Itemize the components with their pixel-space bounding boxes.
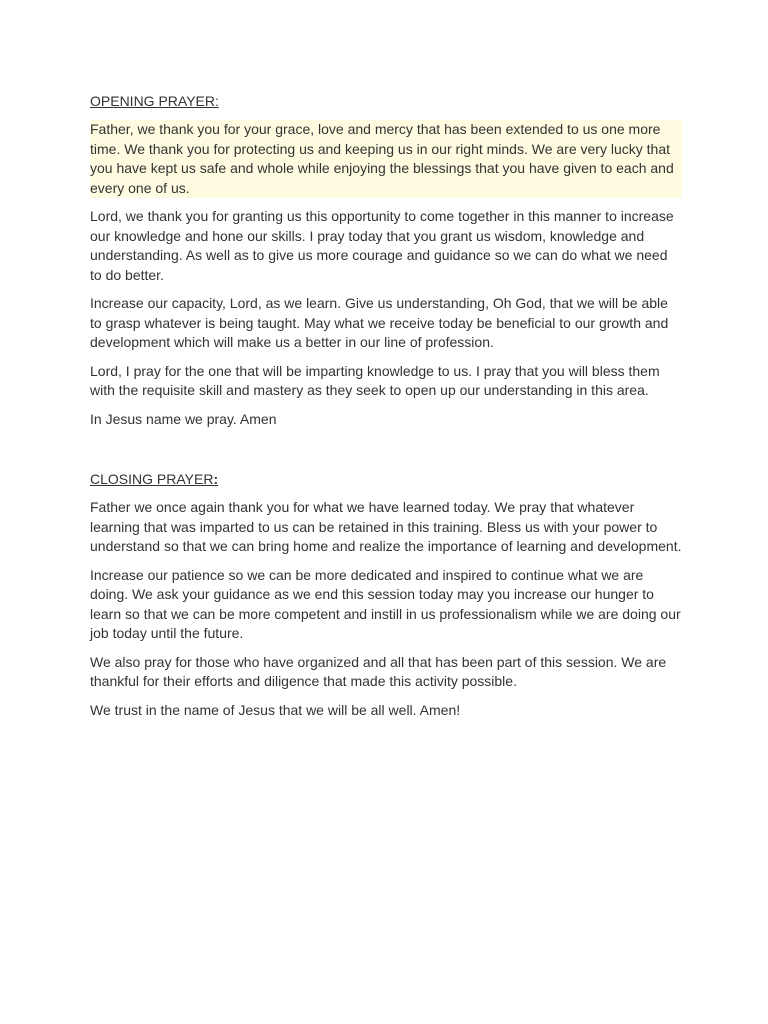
opening-paragraph-2: Lord, we thank you for granting us this opportunity to come together in this manner to increase our knowledge and hone our skills. I pray today that you grant us wisdom, knowledge and understanding. As well as to give us more courage and guidance so we can do what we need to do better. [90, 208, 674, 283]
closing-heading-colon: : [213, 471, 219, 487]
opening-paragraph-1: Father, we thank you for your grace, love and mercy that has been extended to us one more time. We thank you for protecting us and keeping us in our right minds. We are very lucky that you have kept us safe and whole while enjoying the blessings that you have given to each and every one of us. [90, 120, 682, 198]
closing-prayer-heading [90, 470, 682, 489]
closing-paragraph-1: Father we once again thank you for what we have learned today. We pray that whatever learning that was imparted to us can be retained in this training. Bless us with your power to understand so that we can bring home and realize the importance of learning and development. [90, 499, 682, 554]
closing-paragraph-4: We trust in the name of Jesus that we will be all well. Amen! [90, 701, 461, 718]
opening-paragraph-4: Lord, I pray for the one that will be imparting knowledge to us. I pray that you will bless them with the requisite skill and mastery as they seek to open up our understanding in this area. [90, 362, 660, 398]
opening-paragraph-5: In Jesus name we pray. Amen [90, 410, 277, 427]
opening-paragraph-3: Increase our capacity, Lord, as we learn. Give us understanding, Oh God, that we will be able to grasp whatever is being taught. May what we receive today be beneficial to our growth and development which will make us a better in our line of profession. [90, 295, 669, 350]
closing-paragraph-3: We also pray for those who have organized and all that has been part of this session. We are thankful for their efforts and diligence that made this activity possible. [90, 653, 667, 689]
closing-paragraph-2: Increase our patience so we can be more dedicated and inspired to continue what we are doing. We ask your guidance as we end this session today may you increase our hunger to learn so that we can be more competent and instill in us professionalism while we are doing our job today until the future. [90, 566, 681, 641]
opening-prayer-heading: OPENING PRAYER: [90, 93, 219, 109]
closing-heading-text: CLOSING PRAYER [90, 471, 214, 487]
document-page [90, 92, 682, 720]
